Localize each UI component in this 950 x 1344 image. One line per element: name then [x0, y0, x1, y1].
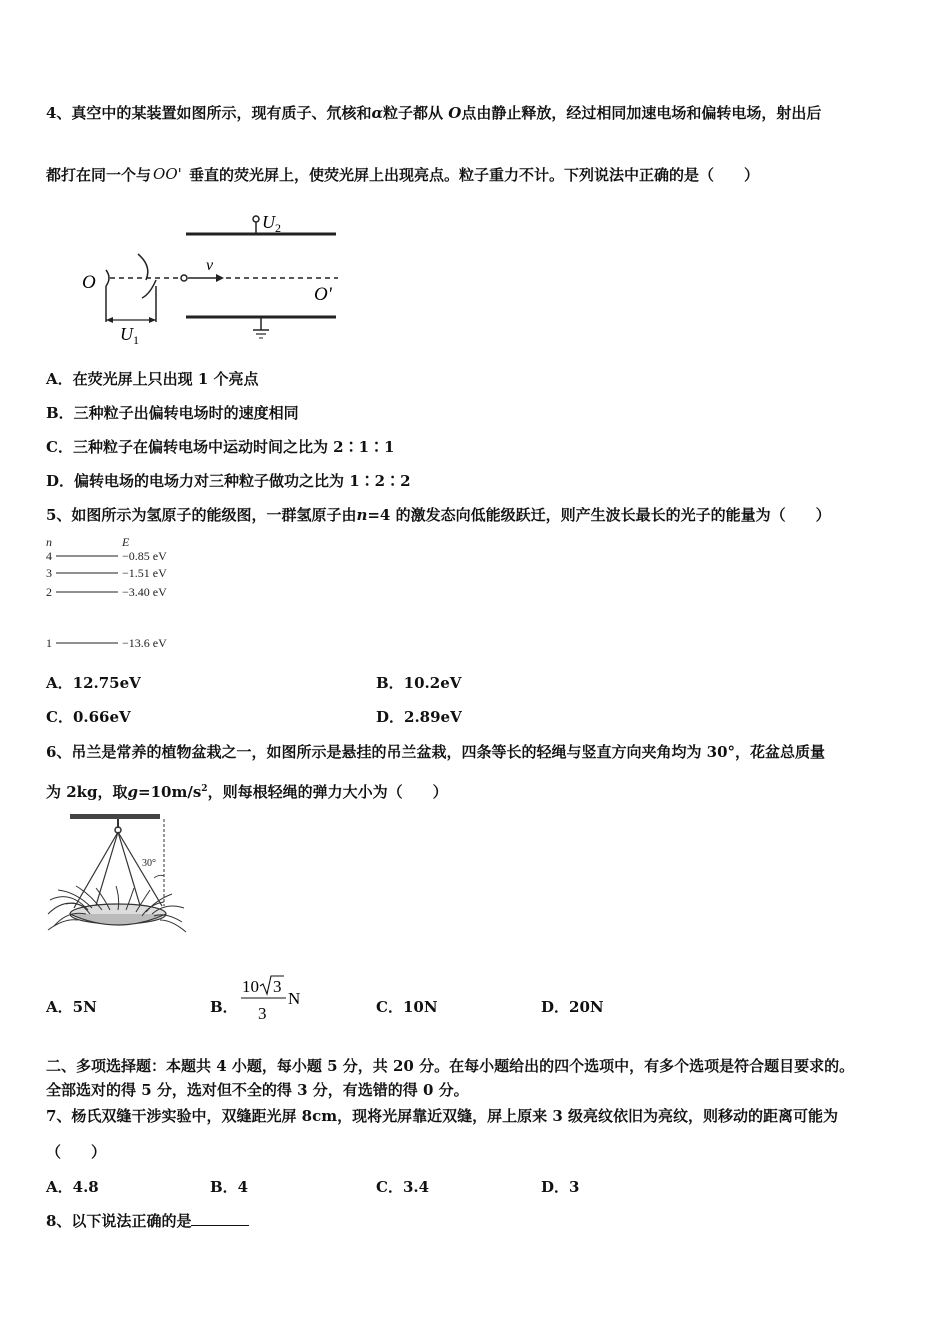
frac-denominator: 3: [258, 1004, 267, 1023]
q5-option-c: C．0.66eV: [46, 708, 131, 726]
q8-stem: 8、以下说法正确的是: [46, 1211, 249, 1231]
q7-stem-line2: （ ）: [46, 1143, 107, 1161]
level-4-e: −0.85 eV: [122, 549, 167, 563]
q4-option-b: B．三种粒子出偏转电场时的速度相同: [46, 404, 299, 422]
frac-unit: N: [288, 989, 301, 1008]
q6-stem-line2: 为 2kg，取$g=10m/s^2$，则每根轻绳的弹力大小为（ ）: [46, 783, 448, 801]
q7-option-b: B．4: [210, 1178, 249, 1196]
q5-stem: 5、如图所示为氢原子的能级图，一群氢原子由n=4 的激发态向低能级跃迁，则产生波长最长的光子的能量为（ ）: [46, 506, 831, 524]
q6-option-b: B．: [210, 998, 238, 1016]
o-label: O: [82, 272, 96, 293]
q7-option-a: A．4.8: [46, 1178, 99, 1196]
q5-energy-level-diagram: [42, 534, 192, 652]
q7-stem-line1: 7、杨氏双缝干涉实验中，双缝距光屏 8cm，现将光屏靠近双缝，屏上原来 3 级亮纹依旧为亮纹，则移动的距离可能为: [46, 1107, 838, 1125]
q4-figure: [76, 206, 346, 346]
frac-numerator: 10: [242, 977, 259, 996]
level-1-e: −13.6 eV: [122, 636, 167, 650]
section2-heading-line1: 二、多项选择题：本题共 4 小题，每小题 5 分，共 20 分。在每小题给出的四个选项中，有多个选项是符合题目要求的。: [46, 1057, 855, 1075]
section2-heading-line2: 全部选对的得 5 分，选对但不全的得 3 分，有选错的得 0 分。: [46, 1081, 469, 1099]
q4-stem-line2: 都打在同一个与 OO' 垂直的荧光屏上，使荧光屏上出现亮点。粒子重力不计。下列说法中正确的是（ ）: [46, 165, 760, 184]
q7-option-c: C．3.4: [376, 1178, 430, 1196]
o-prime-label: O': [314, 284, 332, 305]
level-2-e: −3.40 eV: [122, 585, 167, 599]
q5-option-b: B．10.2eV: [376, 674, 462, 692]
q6-option-b-fraction: [238, 972, 308, 1026]
q6-option-a: A．5N: [46, 998, 97, 1016]
q5-option-d: D．2.89eV: [376, 708, 462, 726]
level-4-n: 4: [46, 549, 52, 563]
q6-hanging-plant-figure: [46, 810, 188, 936]
q4-stem-line1: 4、真空中的某装置如图所示，现有质子、氘核和α粒子都从 O点由静止释放，经过相同加速电场和偏转电场，射出后: [46, 104, 822, 122]
level-head-n: n: [46, 535, 52, 549]
q5-option-a: A．12.75eV: [46, 674, 141, 692]
level-3-n: 3: [46, 566, 52, 580]
u1-label: $U_1$: [120, 324, 139, 346]
q4-option-d: D．偏转电场的电场力对三种粒子做功之比为 1∶2∶2: [46, 472, 411, 490]
level-1-n: 1: [46, 636, 52, 650]
angle-30-label: 30°: [142, 858, 156, 869]
q6-option-c: C．10N: [376, 998, 438, 1016]
q6-option-d: D．20N: [541, 998, 604, 1016]
u2-label: $U_2$: [262, 212, 281, 235]
q6-stem-line1: 6、吊兰是常养的植物盆栽之一，如图所示是悬挂的吊兰盆栽，四条等长的轻绳与竖直方向夹角均为 30°，花盆总质量: [46, 743, 826, 761]
q7-option-d: D．3: [541, 1178, 580, 1196]
level-head-e: E: [122, 535, 130, 549]
q8-answer-blank[interactable]: [191, 1211, 249, 1226]
q4-option-c: C．三种粒子在偏转电场中运动时间之比为 2∶1∶1: [46, 438, 395, 456]
q4-option-a: A．在荧光屏上只出现 1 个亮点: [46, 370, 259, 388]
level-3-e: −1.51 eV: [122, 566, 167, 580]
level-2-n: 2: [46, 585, 52, 599]
v-label: v: [206, 257, 214, 274]
frac-root: 3: [273, 977, 282, 996]
